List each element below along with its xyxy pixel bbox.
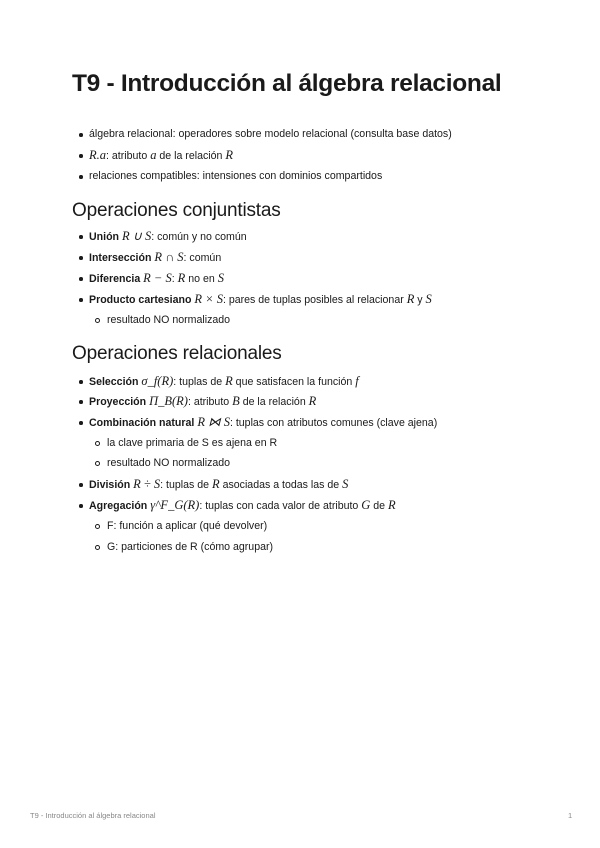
text: : común y no común bbox=[151, 231, 247, 243]
list-item bbox=[89, 477, 348, 492]
bold-term: Proyección bbox=[89, 396, 150, 408]
math-expression: R.a bbox=[89, 148, 107, 162]
list-item bbox=[89, 250, 221, 265]
math-expression: R bbox=[308, 394, 317, 408]
math-expression: γ^F_G(R) bbox=[150, 498, 200, 512]
math-expression: R bbox=[225, 148, 233, 162]
text: y bbox=[414, 294, 426, 306]
text: : tuplas de bbox=[160, 479, 212, 491]
math-expression: R ⋈ S bbox=[197, 415, 230, 429]
text: resultado NO normalizado bbox=[107, 314, 231, 326]
text: : tuplas con atributos comunes (clave ajena) bbox=[229, 417, 438, 429]
math-expression: G bbox=[361, 498, 371, 512]
list-item bbox=[89, 394, 316, 409]
math-expression: R − S bbox=[143, 271, 172, 285]
list-item bbox=[89, 148, 233, 163]
bold-term: Agregación bbox=[89, 500, 151, 512]
text: que satisfacen la función bbox=[232, 376, 356, 388]
list-item bbox=[89, 229, 247, 244]
sub-list-item bbox=[107, 313, 230, 327]
math-expression: R bbox=[211, 477, 220, 491]
bold-term: División bbox=[89, 479, 134, 491]
math-expression: σ_f(R) bbox=[141, 374, 174, 388]
math-expression: R bbox=[387, 498, 396, 512]
list-item bbox=[89, 292, 432, 307]
text: : común bbox=[183, 252, 222, 264]
sub-list-item bbox=[107, 519, 267, 533]
math-expression: R ∩ S bbox=[154, 250, 184, 264]
math-expression: R bbox=[225, 374, 233, 388]
list-item bbox=[89, 374, 359, 389]
text: de la relación bbox=[156, 150, 226, 162]
text: : tuplas con cada valor de atributo bbox=[199, 500, 362, 512]
page-number: 1 bbox=[568, 811, 573, 820]
text: relaciones compatibles: intensiones con dominios compartidos bbox=[89, 170, 383, 182]
math-expression: R bbox=[406, 292, 415, 306]
text: : bbox=[171, 273, 178, 285]
list-item bbox=[89, 498, 396, 513]
sub-list-item bbox=[107, 540, 273, 554]
text: no en bbox=[185, 273, 218, 285]
section-heading: Operaciones conjuntistas bbox=[72, 200, 281, 221]
math-expression: S bbox=[217, 271, 224, 285]
text: : pares de tuplas posibles al relacionar bbox=[222, 294, 407, 306]
text: F: función a aplicar (qué devolver) bbox=[107, 520, 268, 532]
math-expression: R ÷ S bbox=[133, 477, 161, 491]
math-expression: B bbox=[232, 394, 240, 408]
math-expression: R bbox=[177, 271, 186, 285]
bold-term: Combinación natural bbox=[89, 417, 198, 429]
math-expression: R ∪ S bbox=[121, 229, 152, 243]
text: : atributo bbox=[106, 150, 151, 162]
math-expression: f bbox=[355, 374, 359, 388]
text: : tuplas de bbox=[173, 376, 226, 388]
text: la clave primaria de S es ajena en R bbox=[107, 437, 278, 449]
list-item bbox=[89, 169, 382, 183]
text: álgebra relacional: operadores sobre modelo relacional (consulta base datos) bbox=[89, 128, 452, 140]
bold-term: Selección bbox=[89, 376, 142, 388]
sub-list-item bbox=[107, 436, 277, 450]
math-expression: Π_B(R) bbox=[149, 394, 188, 408]
bold-term: Producto cartesiano bbox=[89, 294, 195, 306]
bold-term: Diferencia bbox=[89, 273, 144, 285]
section-heading: Operaciones relacionales bbox=[72, 343, 282, 364]
page-title: T9 - Introducción al álgebra relacional bbox=[72, 70, 502, 97]
list-item bbox=[89, 127, 452, 141]
math-expression: S bbox=[425, 292, 432, 306]
sub-list-item bbox=[107, 456, 230, 470]
text: asociadas a todas las de bbox=[219, 479, 343, 491]
text: de bbox=[370, 500, 388, 512]
math-expression: a bbox=[150, 148, 157, 162]
footer-title: T9 - Introducción al álgebra relacional bbox=[30, 811, 156, 820]
list-item bbox=[89, 415, 437, 430]
text: resultado NO normalizado bbox=[107, 457, 231, 469]
text: : atributo bbox=[187, 396, 233, 408]
bold-term: Unión bbox=[89, 231, 122, 243]
list-item bbox=[89, 271, 224, 286]
bold-term: Intersección bbox=[89, 252, 155, 264]
text: G: particiones de R (cómo agrupar) bbox=[107, 541, 274, 553]
math-expression: R × S bbox=[194, 292, 223, 306]
text: de la relación bbox=[239, 396, 309, 408]
math-expression: S bbox=[342, 477, 349, 491]
